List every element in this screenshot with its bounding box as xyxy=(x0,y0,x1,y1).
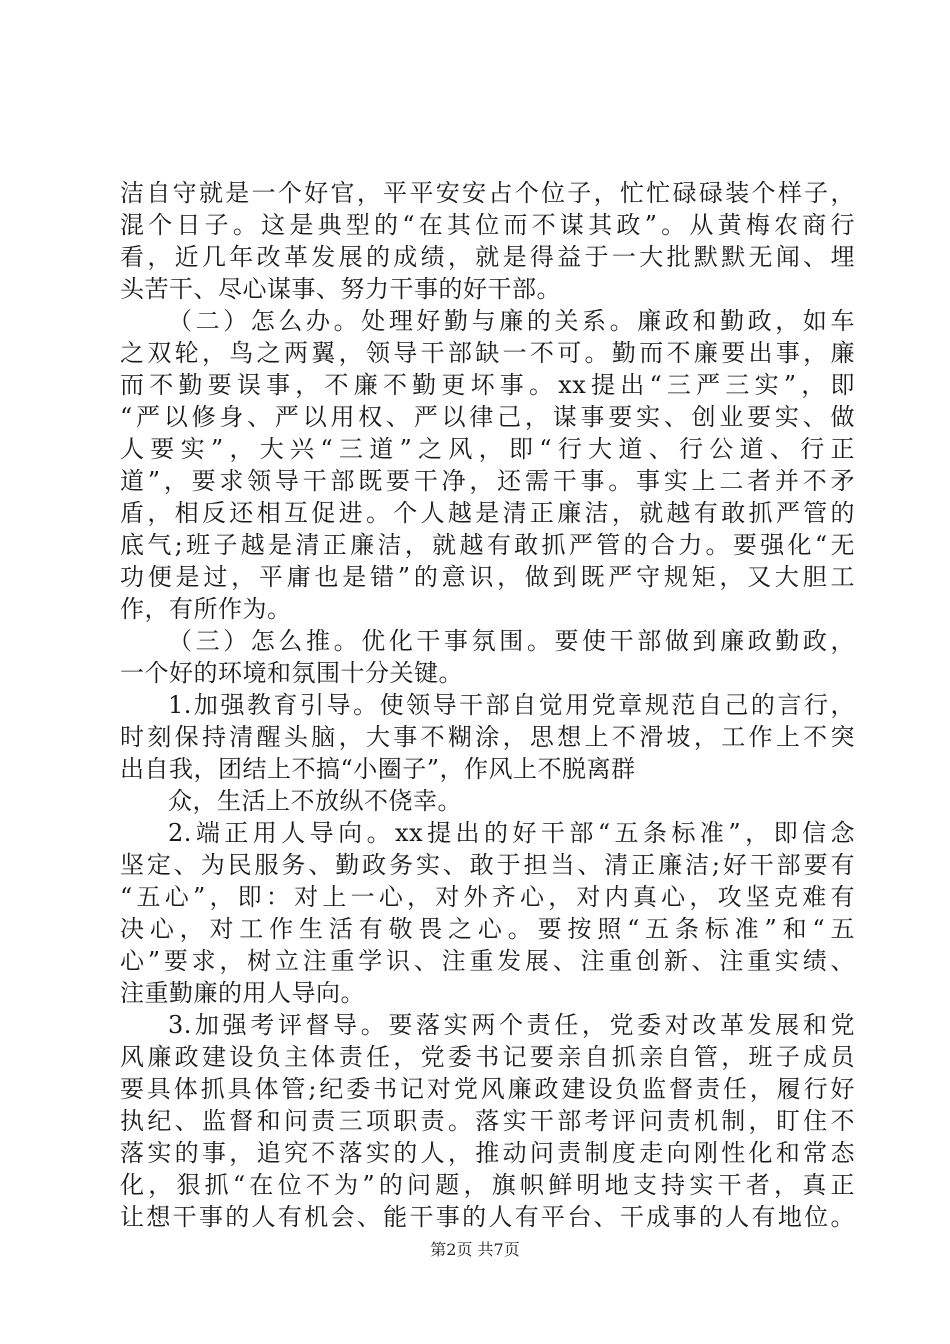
text-line: 1.加强教育引导。使领导干部自觉用党章规范自己的言行， xyxy=(168,691,855,719)
text-line: （三）怎么推。优化干事氛围。要使干部做到廉政勤政， xyxy=(168,627,855,655)
text-line: 化，狠抓“在位不为”的问题，旗帜鲜明地支持实干者，真正 xyxy=(120,1171,855,1199)
text-line: 底气;班子越是清正廉洁，就越有敢抓严管的合力。要强化“无 xyxy=(120,531,855,559)
text-line: 功便是过，平庸也是错”的意识，做到既严守规矩，又大胆工 xyxy=(120,563,855,591)
text-line: 道”，要求领导干部既要干净，还需干事。事实上二者并不矛 xyxy=(120,467,855,495)
text-line: 而不勤要误事，不廉不勤更坏事。xx提出“三严三实”，即 xyxy=(120,371,855,399)
text-line: 3.加强考评督导。要落实两个责任，党委对改革发展和党 xyxy=(168,1011,855,1039)
text-line: 执纪、监督和问责三项职责。落实干部考评问责机制，盯住不 xyxy=(120,1107,855,1135)
text-line: 人要实”，大兴“三道”之风，即“行大道、行公道、行正 xyxy=(120,435,855,463)
text-line: 时刻保持清醒头脑，大事不糊涂，思想上不滑坡，工作上不突 xyxy=(120,723,855,751)
text-line: 心”要求，树立注重学识、注重发展、注重创新、注重实绩、 xyxy=(120,947,855,975)
page-footer: 第2页 共7页 xyxy=(430,1240,520,1259)
text-line: “五心”，即：对上一心，对外齐心，对内真心，攻坚克难有 xyxy=(120,883,855,911)
text-line: 盾，相反还相互促进。个人越是清正廉洁，就越有敢抓严管的 xyxy=(120,499,855,527)
text-line: 出自我，团结上不搞“小圈子”，作风上不脱离群 xyxy=(120,755,636,783)
text-line: 一个好的环境和氛围十分关键。 xyxy=(120,659,463,687)
document-body xyxy=(120,177,855,1233)
text-line: 坚定、为民服务、勤政务实、敢于担当、清正廉洁;好干部要有 xyxy=(120,851,855,879)
text-line: 注重勤廉的用人导向。 xyxy=(120,979,365,1007)
text-line: 头苦干、尽心谋事、努力干事的好干部。 xyxy=(120,275,561,303)
text-line: 众，生活上不放纵不侥幸。 xyxy=(168,787,462,815)
text-line: 作，有所作为。 xyxy=(120,595,292,623)
text-line: 要具体抓具体管;纪委书记对党风廉政建设负监督责任，履行好 xyxy=(120,1075,855,1103)
text-line: 之双轮，鸟之两翼，领导干部缺一不可。勤而不廉要出事，廉 xyxy=(120,339,855,367)
text-line: 风廉政建设负主体责任，党委书记要亲自抓亲自管，班子成员 xyxy=(120,1043,855,1071)
text-line: 混个日子。这是典型的“在其位而不谋其政”。从黄梅农商行 xyxy=(120,211,855,239)
text-line: 洁自守就是一个好官，平平安安占个位子，忙忙碌碌装个样子， xyxy=(120,179,855,207)
text-line: 2.端正用人导向。xx提出的好干部“五条标准”，即信念 xyxy=(168,819,855,847)
text-line: “严以修身、严以用权、严以律己，谋事要实、创业要实、做 xyxy=(120,403,855,431)
text-line: 落实的事，追究不落实的人，推动问责制度走向刚性化和常态 xyxy=(120,1139,855,1167)
text-line: （二）怎么办。处理好勤与廉的关系。廉政和勤政，如车 xyxy=(168,307,855,335)
text-line: 决心，对工作生活有敬畏之心。要按照“五条标准”和“五 xyxy=(120,915,855,943)
text-line: 看，近几年改革发展的成绩，就是得益于一大批默默无闻、埋 xyxy=(120,243,855,271)
text-line: 让想干事的人有机会、能干事的人有平台、干成事的人有地位。 xyxy=(120,1203,855,1231)
